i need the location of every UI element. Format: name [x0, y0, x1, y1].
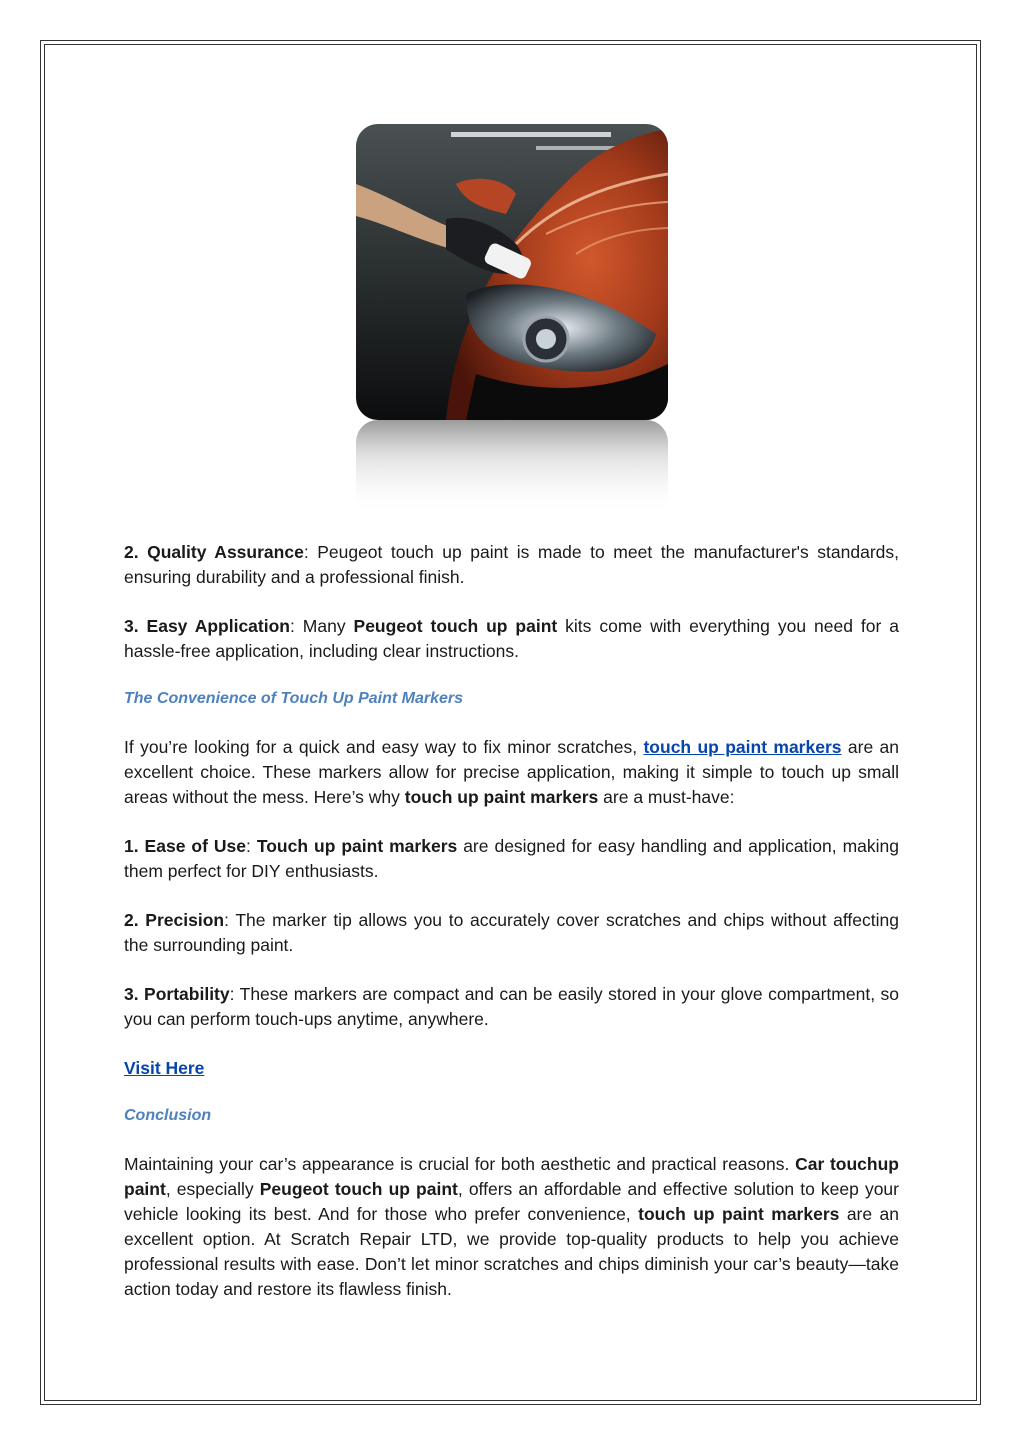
paragraph-ease-of-use — [124, 834, 899, 884]
intro-bold: touch up paint markers — [404, 787, 599, 807]
intro-text-1: If you’re looking for a quick and easy way to fix minor scratches, — [124, 737, 644, 757]
car-photo — [356, 124, 668, 516]
easy-application-bold: Peugeot touch up paint — [353, 616, 558, 636]
touch-up-paint-markers-link[interactable]: touch up paint markers — [643, 737, 842, 757]
precision-text: : The marker tip allows you to accurately cover scratches and chips without affecting the surrounding paint. — [124, 910, 899, 955]
conclusion-bold-1: Car touchup paint — [124, 1154, 899, 1199]
ease-text-2: are designed for easy handling and application, making them perfect for DIY enthusiasts. — [124, 836, 900, 881]
car-headlight-polishing-photo — [356, 124, 668, 420]
article-body — [124, 540, 899, 1302]
conclusion-bold-3: touch up paint markers — [638, 1204, 840, 1224]
paragraph-conclusion — [124, 1152, 899, 1302]
precision-title: 2. Precision — [124, 910, 225, 930]
conclusion-text-1: Maintaining your car’s appearance is crucial for both aesthetic and practical reasons. — [124, 1154, 796, 1174]
paragraph-intro-markers — [124, 735, 899, 810]
ease-bold: Touch up paint markers — [256, 836, 458, 856]
paragraph-visit — [124, 1056, 899, 1081]
portability-text: : These markers are compact and can be easily stored in your glove compartment, so you can perform touch-ups anytime, anywhere. — [124, 984, 899, 1029]
visit-here-link[interactable]: Visit Here — [124, 1058, 205, 1078]
quality-assurance-text: : Peugeot touch up paint is made to meet the manufacturer's standards, ensuring durability and a professional finish. — [124, 542, 899, 587]
paragraph-portability — [124, 982, 899, 1032]
conclusion-text-3: , offers an affordable and effective solution to keep your vehicle looking its best. And for those who prefer convenience, — [124, 1179, 899, 1224]
conclusion-text-4: are an excellent option. At Scratch Repair LTD, we provide top-quality products to help you achieve professional results with ease. Don’t let minor scratches and chips diminish your car’s beauty—take action today and restore its flawless finish. — [124, 1204, 900, 1299]
paragraph-precision — [124, 908, 899, 958]
heading-markers: The Convenience of Touch Up Paint Markers — [124, 690, 464, 707]
paragraph-easy-application — [124, 614, 899, 664]
ease-text-1: : — [246, 836, 257, 856]
photo-reflection — [356, 420, 668, 516]
intro-text-2: are an excellent choice. These markers allow for precise application, making it simple to touch up small areas without the mess. Here’s why — [124, 737, 900, 807]
quality-assurance-title: 2. Quality Assurance — [124, 542, 304, 562]
easy-application-title: 3. Easy Application — [124, 616, 290, 636]
easy-application-text-2: kits come with everything you need for a hassle-free application, including clear instructions. — [124, 616, 899, 661]
heading-conclusion: Conclusion — [124, 1107, 212, 1124]
easy-application-text-1: : Many — [289, 616, 354, 636]
ease-of-use-title: 1. Ease of Use — [124, 836, 246, 856]
intro-text-3: are a must-have: — [598, 787, 735, 807]
conclusion-bold-2: Peugeot touch up paint — [259, 1179, 458, 1199]
portability-title: 3. Portability — [124, 984, 230, 1004]
conclusion-text-2: , especially — [165, 1179, 260, 1199]
paragraph-quality-assurance — [124, 540, 899, 590]
